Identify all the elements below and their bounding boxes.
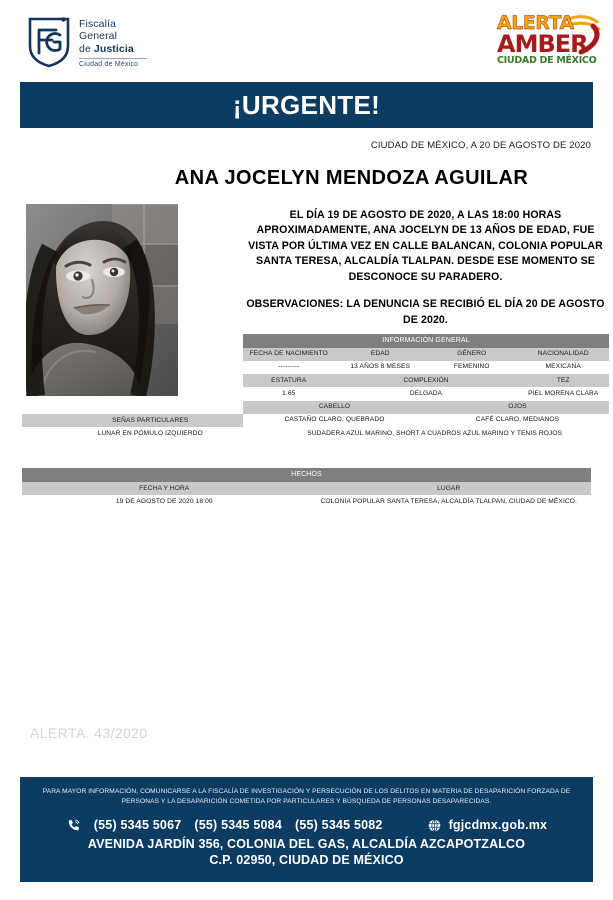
- fgj-subtitle: Ciudad de México: [79, 61, 139, 69]
- col-header-cabello: CABELLO: [243, 401, 426, 414]
- website-url[interactable]: fgjcdmx.gob.mx: [448, 818, 548, 832]
- col-header-nacionalidad: NACIONALIDAD: [518, 348, 610, 361]
- amber-amber-text: AMBER: [497, 30, 588, 58]
- value-ojos: CAFÉ CLARO, MEDIANOS: [426, 414, 609, 427]
- table-row: [243, 414, 609, 427]
- victim-photo: [26, 204, 178, 396]
- victim-name: ANA JOCELYN MENDOZA AGUILAR: [174, 167, 529, 189]
- info-general-title: INFORMACIÓN GENERAL: [243, 334, 609, 348]
- col-header-genero: GÉNERO: [426, 348, 518, 361]
- phone-number-1[interactable]: (55) 5345 5067: [93, 818, 182, 832]
- hechos-title: HECHOS: [22, 468, 591, 482]
- value-senas-particulares: LUNAR EN PÓMULO IZQUIERDO: [22, 427, 278, 440]
- phone-list: [66, 818, 383, 833]
- value-ropa-que-vestia: SUDADERA AZUL MARINO, SHORT A CUADROS AZUL MARINO Y TENIS ROJOS: [278, 427, 591, 440]
- footer-address: [34, 836, 579, 869]
- col-header-estatura: ESTATURA: [243, 374, 335, 387]
- table-row: [22, 468, 591, 482]
- value-lugar: COLONIA POPULAR SANTA TERESA, ALCALDÍA TLALPAN, CIUDAD DE MÉXICO.: [307, 495, 592, 508]
- phone-icon: [66, 818, 81, 833]
- value-fecha-y-hora: 19 DE AGOSTO DE 2020 18:00: [22, 495, 307, 508]
- table-row: [243, 348, 609, 361]
- fgj-shield-icon: [26, 16, 72, 68]
- fgj-line-1: Fiscalía: [79, 18, 116, 30]
- alerta-amber-logo: [497, 14, 599, 66]
- col-header-tez: TEZ: [518, 374, 610, 387]
- address-line-2: C.P. 02950, CIUDAD DE MÉXICO: [209, 852, 404, 867]
- urgente-label: ¡URGENTE!: [232, 89, 381, 120]
- table-row: [243, 387, 609, 400]
- col-header-complexion: COMPLEXIÓN: [335, 374, 518, 387]
- col-header-lugar: LUGAR: [307, 482, 592, 495]
- amber-alerta-row: [497, 14, 599, 34]
- col-header-fecha-y-hora: FECHA Y HORA: [22, 482, 307, 495]
- value-complexion: DELGADA: [335, 387, 518, 400]
- value-nacionalidad: MEXICANA: [518, 361, 610, 374]
- amber-city-text: CIUDAD DE MÉXICO: [497, 55, 597, 66]
- fgj-divider: [79, 58, 147, 59]
- description-paragraph-1: EL DÍA 19 DE AGOSTO DE 2020, A LAS 18:00 HORAS APROXIMADAMENTE, ANA JOCELYN DE 13 AÑOS DE EDAD, FUE VISTA POR ÚLTIMA VEZ EN CALLE BALANCAN, COLONIA POPULAR SANTA TERESA, ALCALDÍA TLALPAN. DESDE ESE MOMENTO SE DESCONOCE SU PARADERO.: [248, 209, 603, 283]
- description-block: [243, 208, 608, 328]
- hechos-table: [22, 468, 591, 508]
- value-fecha-nacimiento: ---------: [243, 361, 335, 374]
- fgj-wordmark: [79, 16, 147, 69]
- fgj-line-2: General: [79, 30, 118, 43]
- table-row: [243, 401, 609, 414]
- table-row: [22, 482, 591, 495]
- fgj-line-3: de Justicia: [79, 42, 134, 55]
- table-row: [243, 334, 609, 348]
- col-header-senas-particulares: SEÑAS PARTICULARES: [22, 414, 278, 427]
- alert-number: ALERTA. 43/2020: [30, 725, 148, 741]
- footer-note: PARA MAYOR INFORMACIÓN, COMUNICARSE A LA FISCALÍA DE INVESTIGACIÓN Y PERSECUCIÓN DE LOS DELITOS EN MATERIA DE DESAPARICIÓN FORZADA DE PERSONAS Y LA DESAPARICIÓN COMETIDA POR PARTICULARES Y BÚSQUEDA DE PERSONAS DESAPARECIDAS.: [42, 788, 571, 805]
- value-edad: 13 AÑOS 8 MESES: [335, 361, 427, 374]
- phone-number-3[interactable]: (55) 5345 5082: [294, 818, 383, 832]
- table-row: [243, 361, 609, 374]
- value-cabello: CASTAÑO CLARO, QUEBRADO: [243, 414, 426, 427]
- value-tez: PIEL MORENA CLARA: [518, 387, 610, 400]
- footer-contacts: [34, 818, 579, 833]
- description-paragraph-2: OBSERVACIONES: LA DENUNCIA SE RECIBIÓ EL DÍA 20 DE AGOSTO DE 2020.: [246, 298, 605, 326]
- table-row: [243, 374, 609, 387]
- info-general-table: [243, 334, 609, 427]
- table-row: [22, 427, 591, 440]
- phone-number-2[interactable]: (55) 5345 5084: [194, 818, 282, 832]
- value-estatura: 1.65: [243, 387, 335, 400]
- table-row: [22, 495, 591, 508]
- value-genero: FEMENINO: [426, 361, 518, 374]
- website-block: [427, 818, 548, 833]
- urgente-banner: [20, 82, 593, 128]
- col-header-fecha-nacimiento: FECHA DE NACIMIENTO: [243, 348, 335, 361]
- globe-icon: [427, 818, 442, 833]
- fgj-logo: [26, 16, 147, 69]
- poster-footer: [20, 777, 593, 882]
- amber-alerta-text: ALERTA: [497, 12, 574, 34]
- col-header-ojos: OJOS: [426, 401, 609, 414]
- col-header-edad: EDAD: [335, 348, 427, 361]
- issue-date: CIUDAD DE MÉXICO, A 20 DE AGOSTO DE 2020: [370, 140, 591, 151]
- poster-header: [0, 0, 613, 78]
- address-line-1: AVENIDA JARDÍN 356, COLONIA DEL GAS, ALCALDÍA AZCAPOTZALCO: [87, 836, 526, 851]
